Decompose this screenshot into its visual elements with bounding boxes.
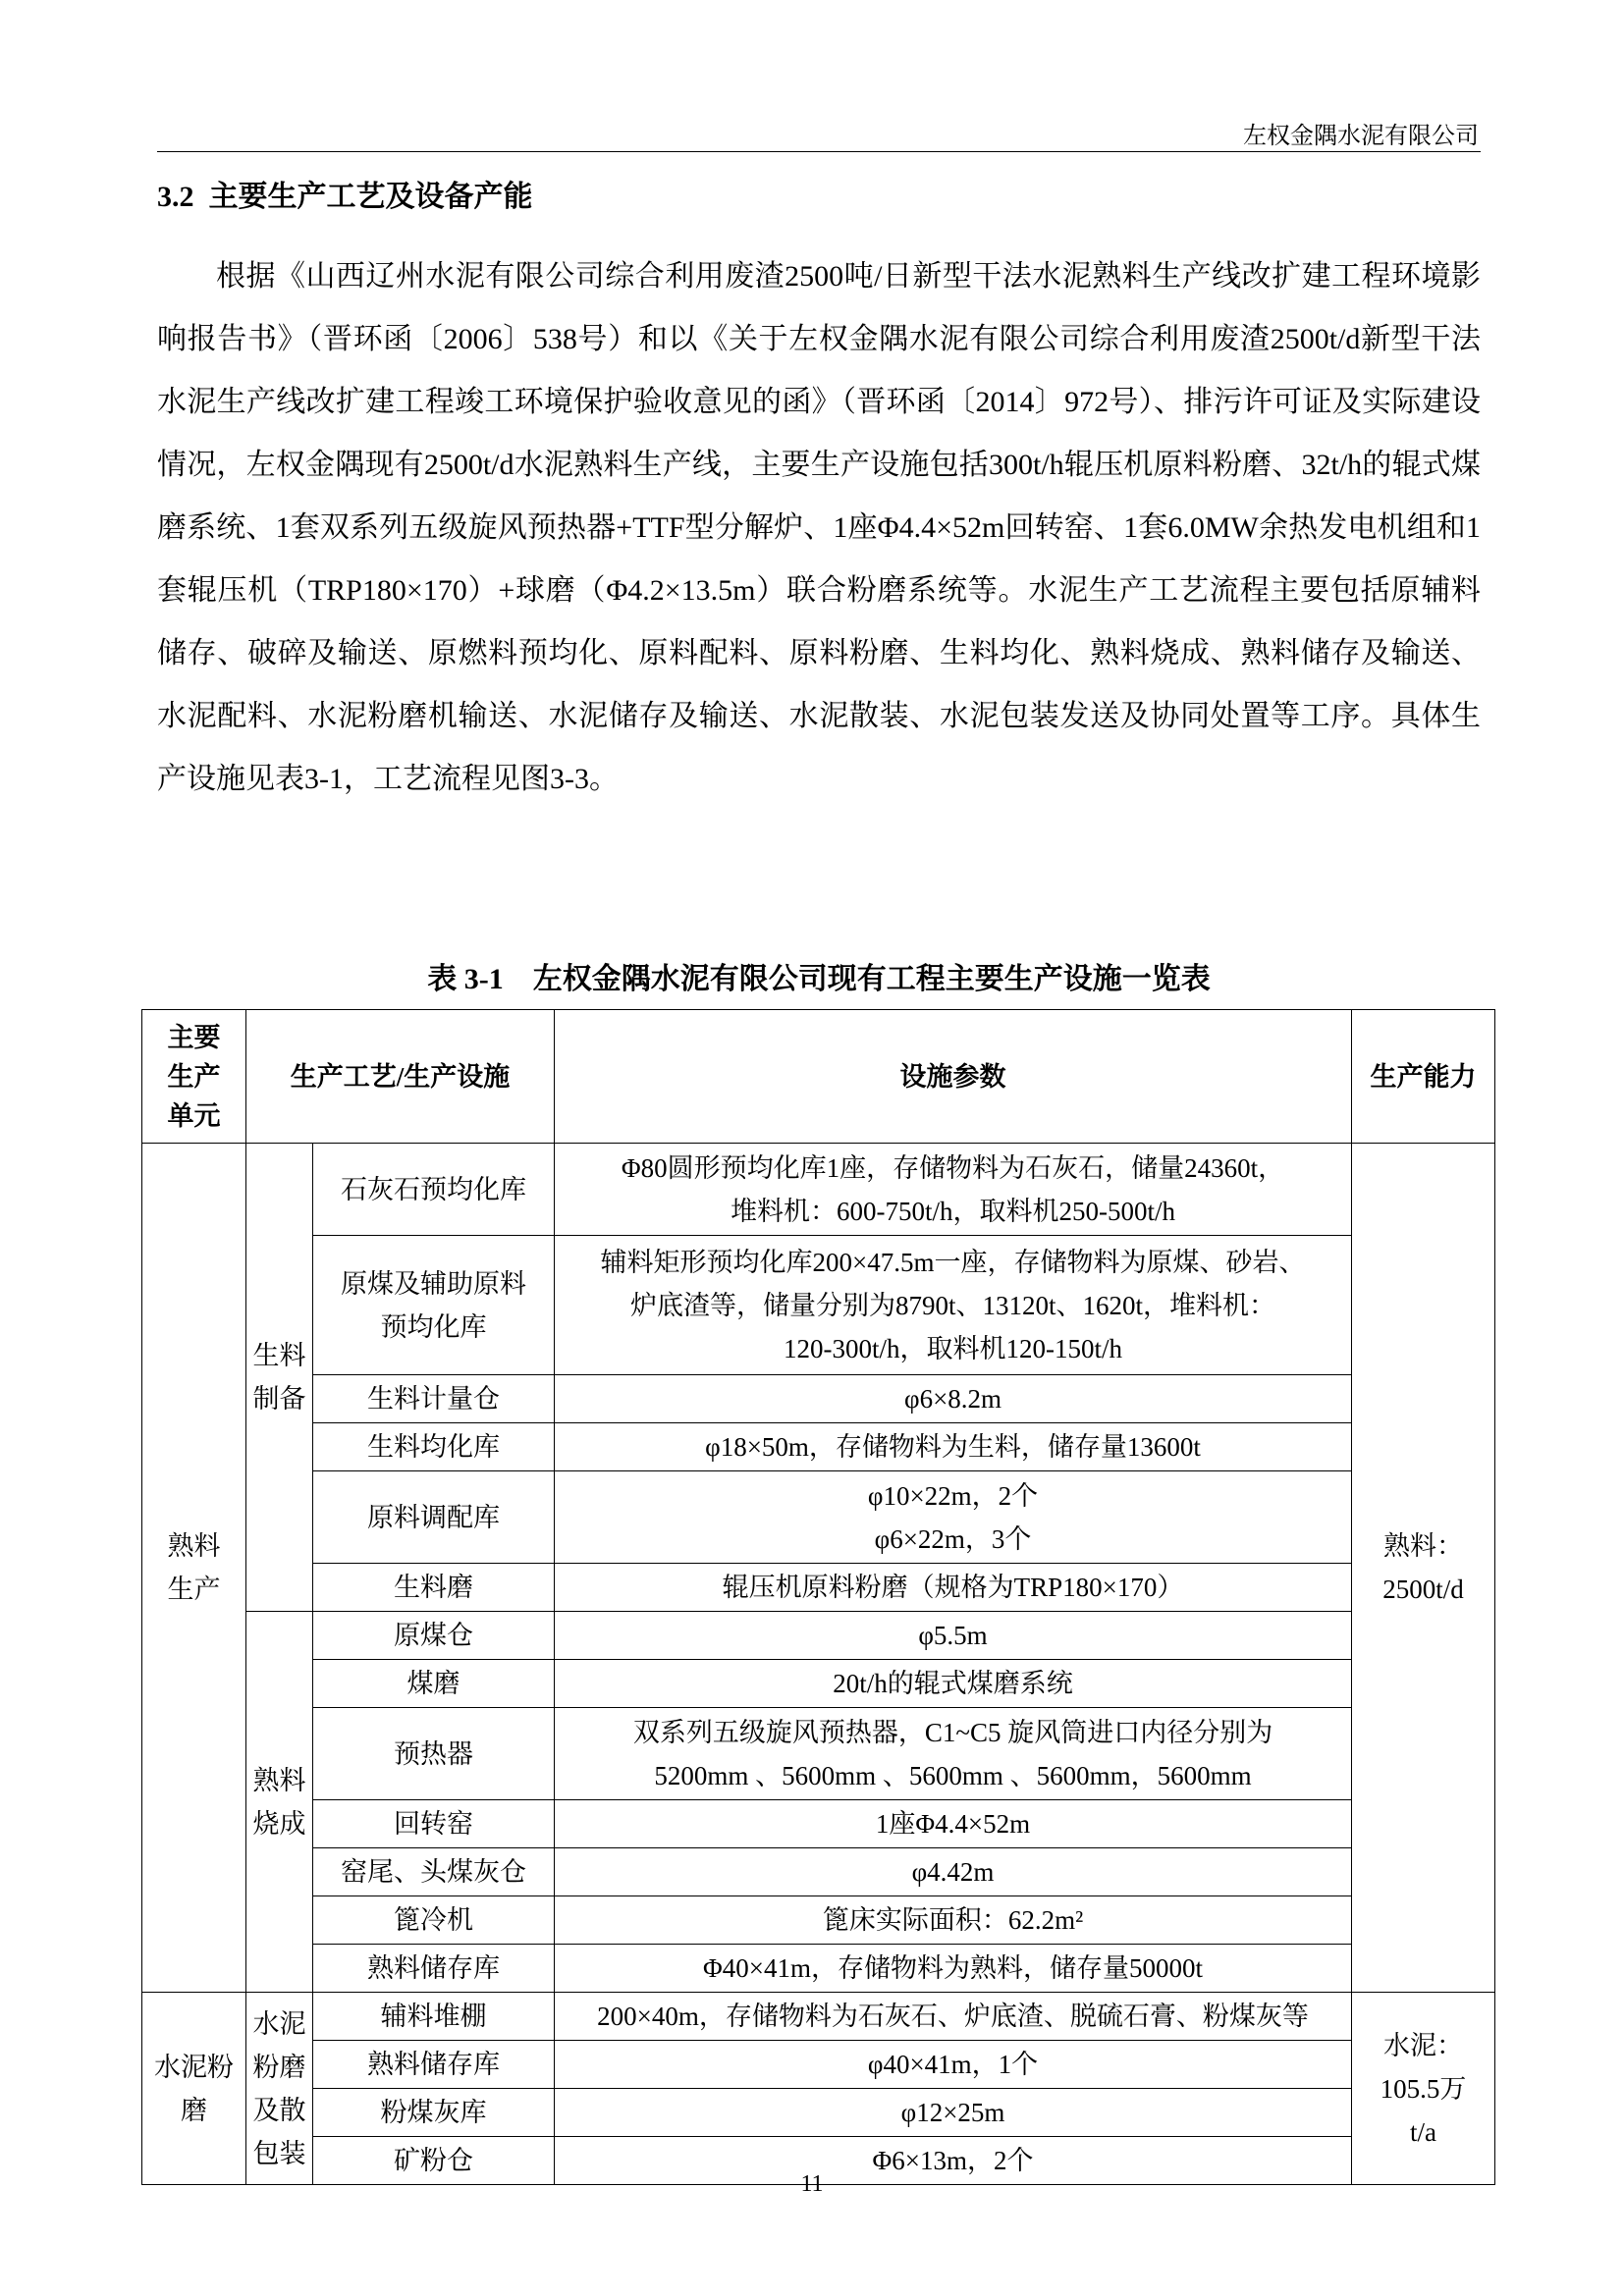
facility-name: 篦冷机: [313, 1896, 555, 1945]
facility-params: φ18×50m，存储物料为生料，储存量13600t: [555, 1423, 1352, 1471]
facility-params: Φ80圆形预均化库1座，存储物料为石灰石，储量24360t， 堆料机：600-750t/h，取料机250-500t/h: [555, 1144, 1352, 1236]
facility-name: 辅料堆棚: [313, 1993, 555, 2041]
subunit-clinker-burning: 熟料 烧成: [246, 1612, 313, 1993]
facility-name: 生料均化库: [313, 1423, 555, 1471]
table-row: [142, 1660, 1495, 1708]
facility-params: 200×40m，存储物料为石灰石、炉底渣、脱硫石膏、粉煤灰等: [555, 1993, 1352, 2041]
table-row: [142, 1612, 1495, 1660]
table-row: [142, 2041, 1495, 2089]
facility-name: 粉煤灰库: [313, 2089, 555, 2137]
facility-name: 原煤仓: [313, 1612, 555, 1660]
facility-name: 石灰石预均化库: [313, 1144, 555, 1236]
header-divider: [157, 151, 1481, 152]
facility-params: φ4.42m: [555, 1848, 1352, 1896]
table-row: [142, 1800, 1495, 1848]
table-row: [142, 1423, 1495, 1471]
table-row: [142, 1564, 1495, 1612]
table-row: [142, 1993, 1495, 2041]
table-row: [142, 1471, 1495, 1564]
header-params: 设施参数: [555, 1010, 1352, 1144]
subunit-cement-grinding-packing: 水泥 粉磨 及散 包装: [246, 1993, 313, 2185]
capacity-clinker: 熟料： 2500t/d: [1352, 1144, 1495, 1993]
table-row: [142, 2089, 1495, 2137]
facility-name: 原料调配库: [313, 1471, 555, 1564]
facility-params: 20t/h的辊式煤磨系统: [555, 1660, 1352, 1708]
facility-params: 1座Φ4.4×52m: [555, 1800, 1352, 1848]
facility-name: 熟料储存库: [313, 2041, 555, 2089]
body-paragraph: 根据《山西辽州水泥有限公司综合利用废渣2500吨/日新型干法水泥熟料生产线改扩建工程环境影响报告书》（晋环函〔2006〕538号）和以《关于左权金隅水泥有限公司综合利用废渣2500t/d新型干法水泥生产线改扩建工程竣工环境保护验收意见的函》（晋环函〔2014〕972号）、排污许可证及实际建设情况，左权金隅现有2500t/d水泥熟料生产线，主要生产设施包括300t/h辊压机原料粉磨、32t/h的辊式煤磨系统、1套双系列五级旋风预热器+TTF型分解炉、1座Φ4.4×52m回转窑、1套6.0MW余热发电机组和1套辊压机（TRP180×170）+球磨（Φ4.2×13.5m）联合粉磨系统等。水泥生产工艺流程主要包括原辅料储存、破碎及输送、原燃料预均化、原料配料、原料粉磨、生料均化、熟料烧成、熟料储存及输送、水泥配料、水泥粉磨机输送、水泥储存及输送、水泥散装、水泥包装发送及协同处置等工序。具体生产设施见表3-1，工艺流程见图3-3。: [157, 260, 1481, 795]
facility-params: φ40×41m，1个: [555, 2041, 1352, 2089]
table-row: [142, 1848, 1495, 1896]
facility-params: φ12×25m: [555, 2089, 1352, 2137]
facility-name: 熟料储存库: [313, 1945, 555, 1993]
unit-clinker-production: 熟料 生产: [142, 1144, 246, 1993]
facility-name: 煤磨: [313, 1660, 555, 1708]
facility-name: 窑尾、头煤灰仓: [313, 1848, 555, 1896]
table-row: [142, 1144, 1495, 1236]
table-header-row: [142, 1010, 1495, 1144]
facility-name: 生料磨: [313, 1564, 555, 1612]
facility-params: φ5.5m: [555, 1612, 1352, 1660]
facility-name: 矿粉仓: [313, 2137, 555, 2185]
facility-params: φ10×22m，2个 φ6×22m，3个: [555, 1471, 1352, 1564]
header-unit: 主要 生产 单元: [142, 1010, 246, 1144]
facility-params: 辅料矩形预均化库200×47.5m一座，存储物料为原煤、砂岩、 炉底渣等，储量分别为8790t、13120t、1620t，堆料机： 120-300t/h，取料机120-150t/h: [555, 1236, 1352, 1375]
header-process: 生产工艺/生产设施: [246, 1010, 555, 1144]
facility-name: 生料计量仓: [313, 1375, 555, 1423]
page-header-company: 左权金隅水泥有限公司: [1243, 124, 1479, 149]
table-row: [142, 1896, 1495, 1945]
table-row: [142, 1375, 1495, 1423]
subunit-raw-meal-prep: 生料 制备: [246, 1144, 313, 1612]
section-title: 3.2 主要生产工艺及设备产能: [157, 181, 533, 213]
facilities-table: [141, 1009, 1495, 2185]
facility-params: 双系列五级旋风预热器，C1~C5 旋风筒进口内径分别为 5200mm 、5600mm 、5600mm 、5600mm，5600mm: [555, 1708, 1352, 1800]
table-row: [142, 1945, 1495, 1993]
unit-cement-grinding: 水泥粉 磨: [142, 1993, 246, 2185]
facility-params: Φ40×41m，存储物料为熟料，储存量50000t: [555, 1945, 1352, 1993]
facility-name: 原煤及辅助原料 预均化库: [313, 1236, 555, 1375]
header-capacity: 生产能力: [1352, 1010, 1495, 1144]
table-caption: 表 3-1 左权金隅水泥有限公司现有工程主要生产设施一览表: [427, 963, 1211, 995]
facility-name: 回转窑: [313, 1800, 555, 1848]
page-number: 11: [800, 2171, 824, 2197]
facility-params: 篦床实际面积：62.2m²: [555, 1896, 1352, 1945]
facility-params: Φ6×13m，2个: [555, 2137, 1352, 2185]
facility-name: 预热器: [313, 1708, 555, 1800]
capacity-cement: 水泥： 105.5万 t/a: [1352, 1993, 1495, 2185]
facility-params: φ6×8.2m: [555, 1375, 1352, 1423]
facility-params: 辊压机原料粉磨（规格为TRP180×170）: [555, 1564, 1352, 1612]
table-row: [142, 1236, 1495, 1375]
table-row: [142, 1708, 1495, 1800]
